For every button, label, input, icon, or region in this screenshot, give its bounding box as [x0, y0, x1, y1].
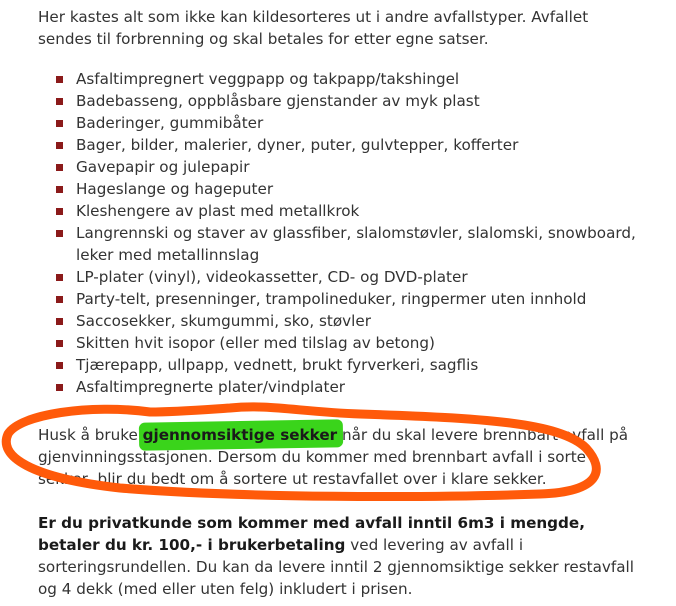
list-item: Asfaltimpregnert veggpapp og takpapp/takshingel	[76, 68, 638, 90]
private-customer-bold: Er du privatkunde som kommer med avfall inntil 6m3 i mengde, betaler du kr. 100,- i brukerbetaling	[38, 514, 585, 554]
list-item: Skitten hvit isopor (eller med tilslag av betong)	[76, 332, 638, 354]
highlighted-term	[143, 424, 337, 446]
list-item: Party-telt, presenninger, trampolineduker, ringpermer uten innhold	[76, 288, 638, 310]
reminder-text-after: når du skal levere brennbart avfall på gjenvinningsstasjonen. Dersom du kommer med brennbart avfall i sorte sekker, blir du bedt om å sortere ut restavfallet over i klare sekker.	[38, 426, 629, 488]
highlighted-term-text: gjennomsiktige sekker	[142, 426, 338, 444]
article-content	[38, 6, 638, 600]
list-item: LP-plater (vinyl), videokassetter, CD- og DVD-plater	[76, 266, 638, 288]
list-item: Kleshengere av plast med metallkrok	[76, 200, 638, 222]
list-item: Bager, bilder, malerier, dyner, puter, gulvtepper, kofferter	[76, 134, 638, 156]
list-item: Badebasseng, oppblåsbare gjenstander av myk plast	[76, 90, 638, 112]
list-item: Tjærepapp, ullpapp, vednett, brukt fyrverkeri, sagflis	[76, 354, 638, 376]
list-item: Langrennski og staver av glassfiber, slalomstøvler, slalomski, snowboard, leker med metallinnslag	[76, 222, 638, 266]
reminder-text-before: Husk å bruke	[38, 426, 143, 444]
private-customer-paragraph	[38, 512, 638, 600]
reminder-paragraph	[38, 424, 638, 490]
list-item: Saccosekker, skumgummi, sko, støvler	[76, 310, 638, 332]
private-customer-rest: ved levering av avfall i sorteringsrundellen. Du kan da levere inntil 2 gjennomsiktige sekker restavfall og 4 dekk (med eller uten felg) inkludert i prisen.	[38, 536, 634, 598]
list-item: Hageslange og hageputer	[76, 178, 638, 200]
list-item: Asfaltimpregnerte plater/vindplater	[76, 376, 638, 398]
intro-paragraph: Her kastes alt som ikke kan kildesorteres ut i andre avfallstyper. Avfallet sendes til forbrenning og skal betales for etter egne satser.	[38, 8, 589, 48]
waste-list	[38, 68, 638, 398]
list-item: Baderinger, gummibåter	[76, 112, 638, 134]
list-item: Gavepapir og julepapir	[76, 156, 638, 178]
